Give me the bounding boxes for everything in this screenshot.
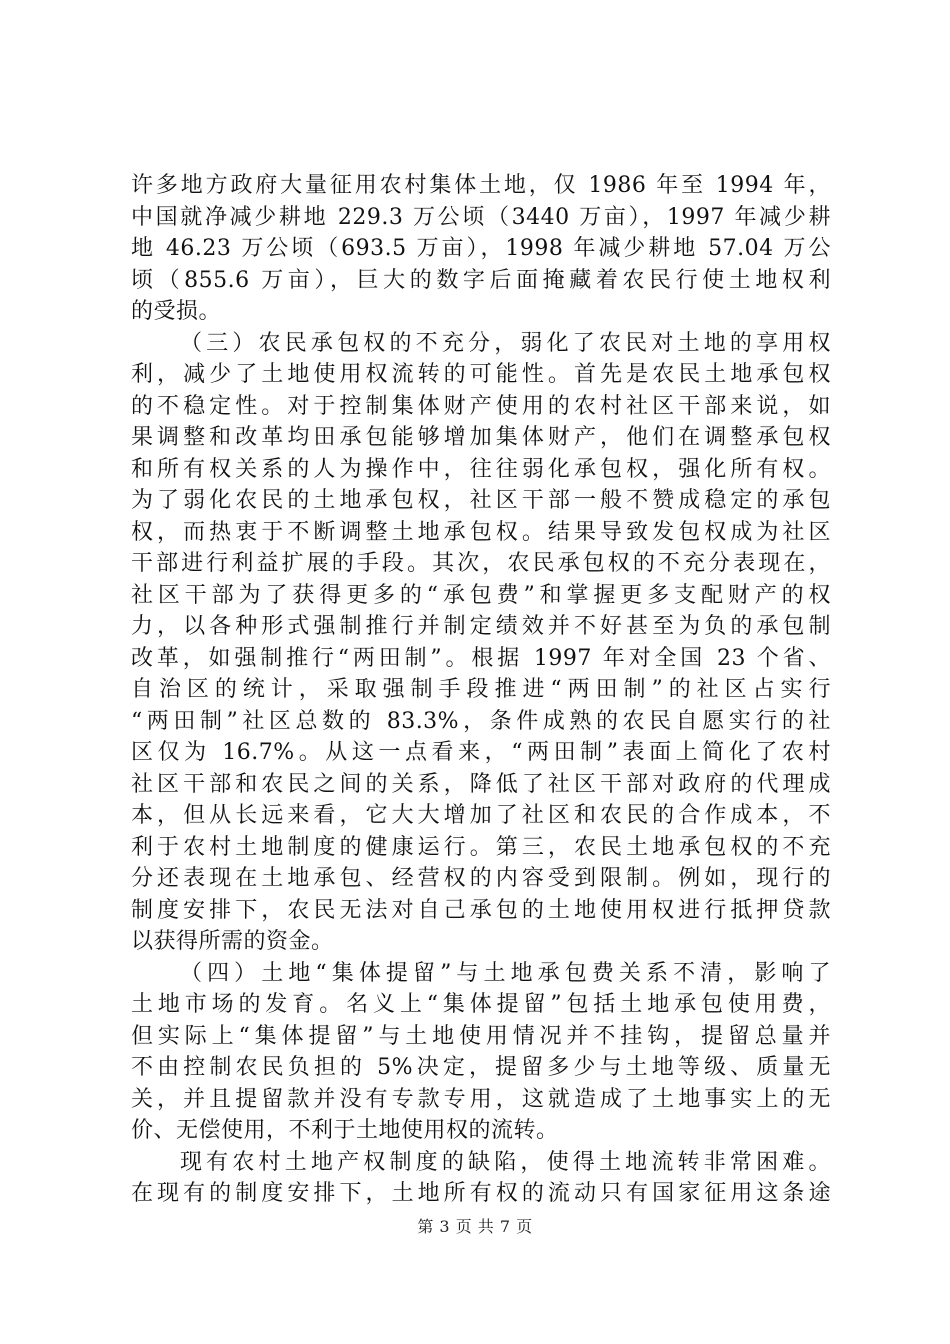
text-line: 果调整和改革均田承包能够增加集体财产，他们在调整承包权 [131,425,831,450]
text-line: 自治区的统计，采取强制手段推进“两田制”的社区占实行 [131,677,831,702]
text-line: 和所有权关系的人为操作中，往往弱化承包权，强化所有权。 [131,456,831,482]
text-line: 利于农村土地制度的健康运行。第三，农民土地承包权的不充 [131,834,831,860]
text-line: 社区干部为了获得更多的“承包费”和掌握更多支配财产的权 [131,582,831,608]
document-body [131,170,831,1210]
text-line: 土地市场的发育。名义上“集体提留”包括土地承包使用费， [131,992,831,1017]
text-line: 现有农村土地产权制度的缺陷，使得土地流转非常困难。 [180,1149,831,1175]
text-line: 关，并且提留款并没有专款专用，这就造成了土地事实上的无 [131,1086,831,1112]
text-line: 为了弱化农民的土地承包权，社区干部一般不赞成稳定的承包 [131,488,831,513]
text-line: 许多地方政府大量征用农村集体土地，仅 1986 年至 1994 年， [131,173,831,198]
text-line: （三）农民承包权的不充分，弱化了农民对土地的享用权 [180,330,831,356]
text-line: 的不稳定性。对于控制集体财产使用的农村社区干部来说，如 [131,393,831,419]
text-line: （四）土地“集体提留”与土地承包费关系不清，影响了 [180,960,831,986]
text-line: “两田制”社区总数的 83.3%，条件成熟的农民自愿实行的社 [131,708,831,734]
text-line: 地 46.23 万公顷（693.5 万亩），1998 年减少耕地 57.04 万公 [131,236,831,261]
text-line: 权，而热衷于不断调整土地承包权。结果导致发包权成为社区 [131,519,831,545]
text-line: 顷（855.6 万亩），巨大的数字后面掩藏着农民行使土地权利 [131,267,831,293]
text-line: 在现有的制度安排下，土地所有权的流动只有国家征用这条途 [131,1181,831,1206]
text-line: 以获得所需的资金。 [131,929,334,954]
text-line: 但实际上“集体提留”与土地使用情况并不挂钩，提留总量并 [131,1023,831,1049]
text-line: 干部进行利益扩展的手段。其次，农民承包权的不充分表现在， [131,551,831,576]
text-line: 改革，如强制推行“两田制”。根据 1997 年对全国 23 个省、 [131,645,831,671]
text-line: 区仅为 16.7%。从这一点看来，“两田制”表面上简化了农村 [131,740,831,765]
text-line: 制度安排下，农民无法对自己承包的土地使用权进行抵押贷款 [131,897,831,923]
text-line: 本，但从长远来看，它大大增加了社区和农民的合作成本，不 [131,803,831,828]
text-line: 不由控制农民负担的 5%决定，提留多少与土地等级、质量无 [131,1055,831,1080]
text-line: 的受损。 [131,299,222,324]
text-line: 利，减少了土地使用权流转的可能性。首先是农民土地承包权 [131,362,831,387]
text-line: 价、无偿使用，不利于土地使用权的流转。 [131,1118,559,1143]
page-footer: 第 3 页 共 7 页 [417,1217,533,1236]
text-line: 力，以各种形式强制推行并制定绩效并不好甚至为负的承包制 [131,614,831,639]
text-line: 社区干部和农民之间的关系，降低了社区干部对政府的代理成 [131,771,831,797]
text-line: 中国就净减少耕地 229.3 万公顷（3440 万亩），1997 年减少耕 [131,204,831,230]
text-line: 分还表现在土地承包、经营权的内容受到限制。例如，现行的 [131,866,831,891]
